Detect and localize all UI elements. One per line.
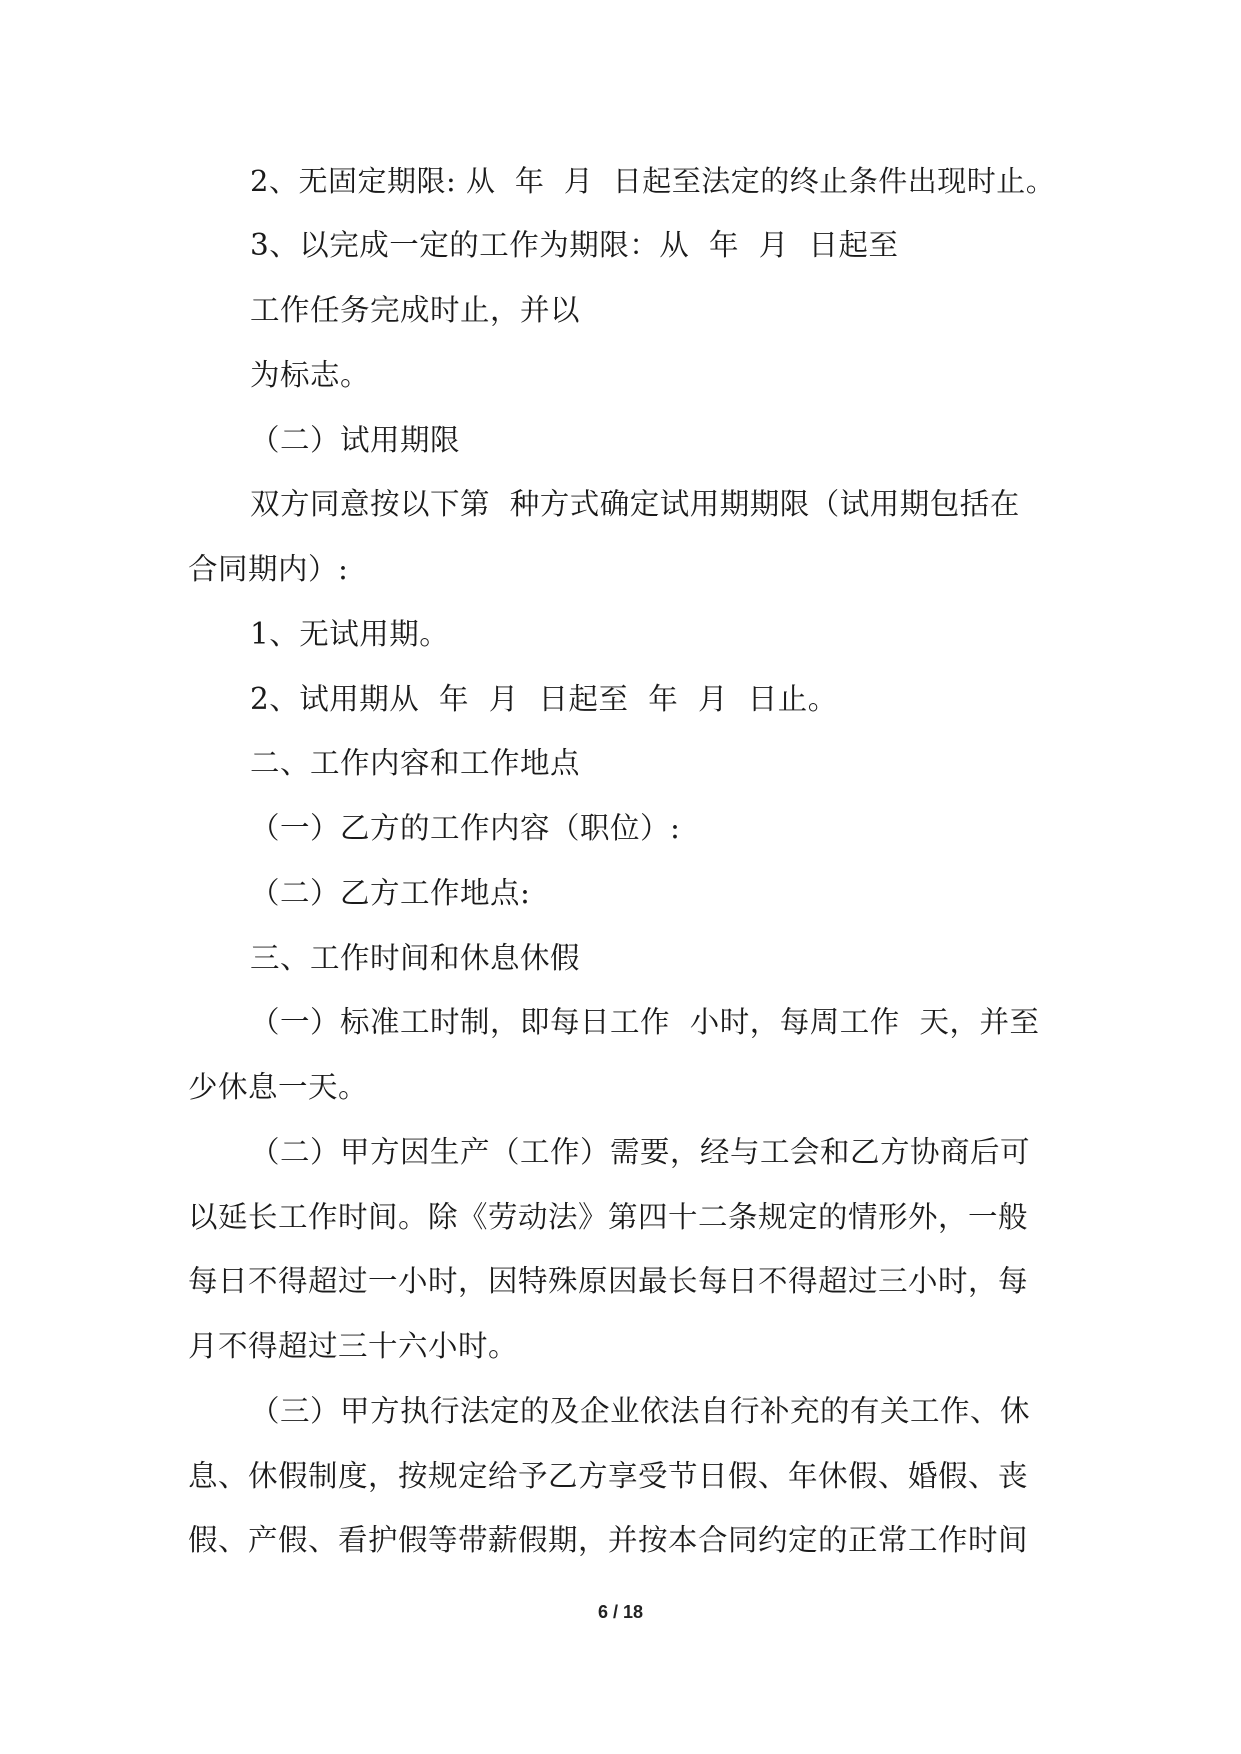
text-line: 3、以完成一定的工作为期限：从 年 月 日起至 <box>250 228 899 262</box>
text-line: （三）甲方执行法定的及企业依法自行补充的有关工作、休 <box>250 1394 1031 1428</box>
text-line: 双方同意按以下第 种方式确定试用期期限（试用期包括在 <box>250 487 1020 521</box>
section-heading: 三、工作时间和休息休假 <box>250 941 581 975</box>
text-line: 息、休假制度，按规定给予乙方享受节日假、年休假、婚假、丧 <box>188 1459 1029 1493</box>
text-line: （二）甲方因生产（工作）需要，经与工会和乙方协商后可 <box>250 1135 1031 1169</box>
text-line: （二）乙方工作地点: <box>250 876 531 910</box>
page-number: 6 / 18 <box>597 1602 644 1622</box>
section-heading: 二、工作内容和工作地点 <box>250 746 581 780</box>
text-line: 少休息一天。 <box>188 1070 369 1104</box>
text-line: （一）标准工时制，即每日工作 小时，每周工作 天，并至 <box>250 1005 1040 1039</box>
text-line: 1、无试用期。 <box>250 617 450 651</box>
text-line: 假、产假、看护假等带薪假期，并按本合同约定的正常工作时间 <box>188 1523 1029 1557</box>
text-line: （一）乙方的工作内容（职位）: <box>250 811 681 845</box>
text-line: 每日不得超过一小时，因特殊原因最长每日不得超过三小时，每 <box>188 1264 1029 1298</box>
section-heading: （二）试用期限 <box>250 423 461 457</box>
text-line: 月不得超过三十六小时。 <box>188 1329 519 1363</box>
text-line: 以延长工作时间。除《劳动法》第四十二条规定的情形外，一般 <box>188 1200 1029 1234</box>
text-line: 2、无固定期限: 从 年 月 日起至法定的终止条件出现时止。 <box>250 164 1056 198</box>
text-line: 工作任务完成时止，并以 <box>250 293 581 327</box>
text-line: 为标志。 <box>250 358 371 392</box>
text-line: 2、试用期从 年 月 日起至 年 月 日止。 <box>250 682 838 716</box>
text-line: 合同期内）: <box>188 552 349 586</box>
